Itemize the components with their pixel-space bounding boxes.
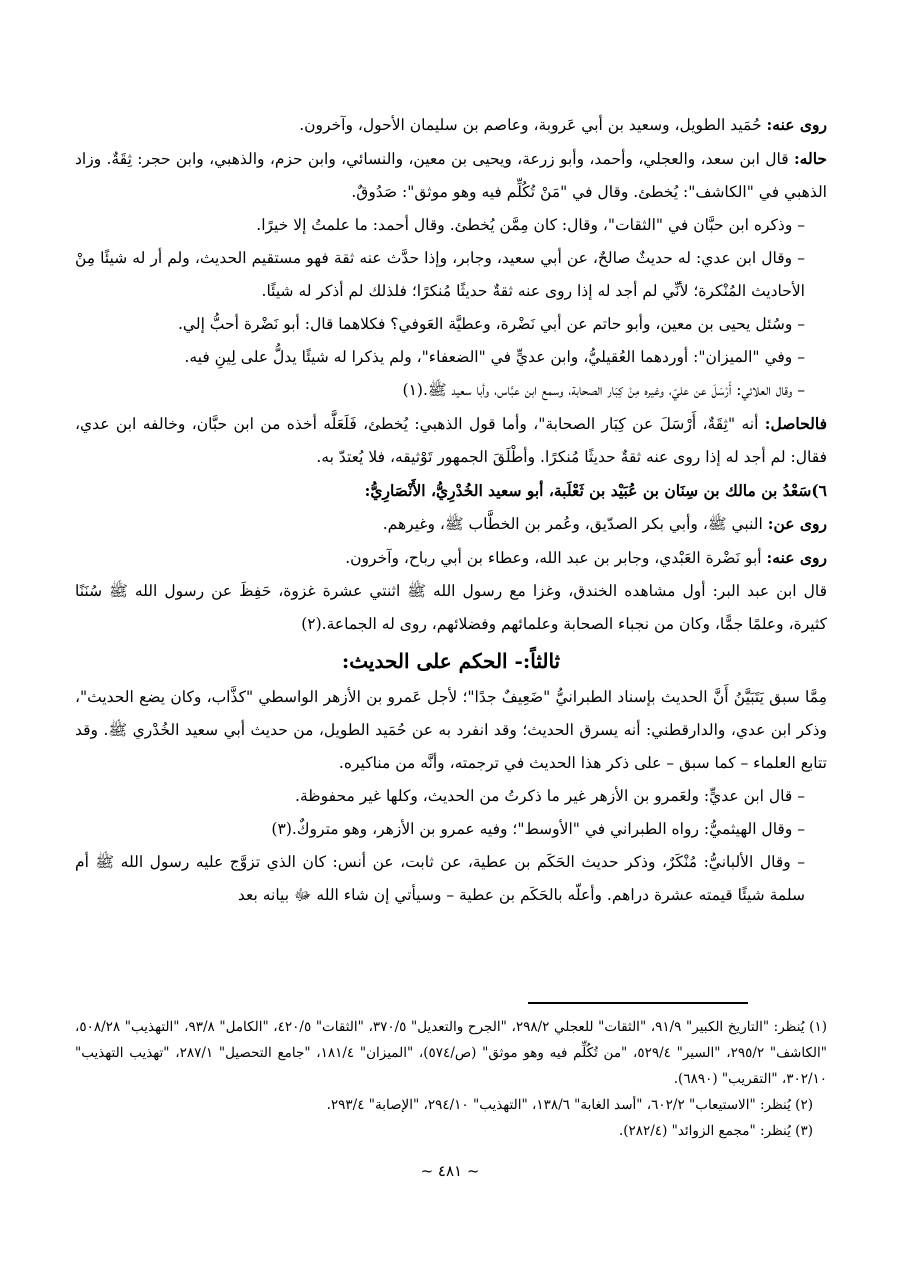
- section-heading: ثالثاً:- الحكم على الحديث:: [341, 649, 561, 673]
- footnote-3: (٣) يُنظر: "مجمع الزوائد" (٢٨٢/٤).: [618, 1123, 813, 1139]
- narrated-by-line: روى عنه: أبو نَضْرة العَبْدي، وجابر بن عبد الله، وعطاء بن أبي رباح، وآخرون.: [345, 548, 827, 567]
- haythami-line: – وقال الهيثميُّ: رواه الطبراني في "الأوسط"؛ وفيه عمرو بن الأزهر، وهو متروكٌ.(٣): [75, 813, 827, 846]
- page-body: [75, 108, 827, 912]
- footnote-separator: [528, 1002, 748, 1004]
- ibn-hibban-line: – وذكره ابن حبَّان في "الثقات"، وقال: كان مِمَّن يُخطئ. وقال أحمد: ما علمتُ إلا خيرًا.: [75, 209, 827, 242]
- footnotes: [75, 1014, 827, 1144]
- yahya-question-line: – وسُئل يحيى بن معين، وأبو حاتم عن أبي نَضْرة، وعطيَّة العَوفي؟ فكلاهما قال: أبو نَضْرة أحبُّ إلي.: [75, 308, 827, 341]
- narrators-from-line: روى عنه: حُمَيد الطويل، وسعيد بن أبي عَروبة، وعاصم بن سليمان الأحول، وآخرون.: [299, 115, 827, 134]
- albani-line: – وقال الألبانيُّ: مُنْكَرٌ، وذكر حديث الحَكَم بن عطية، عن ثابت، عن أنس: كان الذي تزوَّج عليه رسول الله ﷺ أم سلمة شيئًا قيمته عشرة دراهم. وأعلّه بالحَكَم بن عطية – وسيأتي إن شاء الله ﷻ بيانه بعد: [75, 846, 827, 912]
- mizan-line: – وفي "الميزان": أوردهما العُقيليُّ، وابن عديٍّ في "الضعفاء"، ولم يذكرا له شيئًا يدلُّ على لِينِ فيه.: [75, 341, 827, 374]
- label-haluhu: حاله:: [793, 149, 827, 168]
- narrator-heading: ٦)سَعْدُ بن مالك بن سِنَان بن عُبَيْد بن ثَعْلَبة، أبو سعيد الخُدْرِيُّ، الأَنْصَارِيُّ:: [364, 481, 827, 500]
- ibn-adi-ruling-line: – قال ابن عديٍّ: ولعَمرو بن الأزهر غير ما ذكرتُ من الحديث، وكلها غير محفوظة.: [75, 780, 827, 813]
- ruling-paragraph: مِمَّا سبق يَتَبَيَّنُ أَنَّ الحديث بإسناد الطبرانيُّ "ضَعِيفٌ جدًا"؛ لأجل عَمرو بن الأزهر الواسطي "كذَّاب، وكان يضع الحديث"، وذكر ابن عدي، والدارقطني: أنه يسرق الحديث؛ وقد انفرد به عن حُمَيد الطويل، من حديث أبي سعيد الخُدْري ﷺ. وقد تتابع العلماء – كما سبق – على ذكر هذا الحديث في ترجمته، وأنَّه من مناكيره.: [75, 688, 827, 772]
- label-rawa-anhu: روى عنه:: [766, 115, 827, 134]
- ibn-adi-line: – وقال ابن عدي: له حديثٌ صالحٌ، عن أبي سعيد، وجابر، وإذا حدَّث عنه ثقة فهو مستقيم الحديث، ولم أر له شيئًا مِنْ الأحاديث المُنْكرة؛ لأنِّي لم أجد له إذا روى عنه ثقةٌ حديثًا مُنكرًا؛ فلذلك لم أذكر له شيئًا.: [75, 242, 827, 308]
- alai-line: – وقال العلائي: أَرْسَلَ عن عليّ، وغيره مِنْ كِبَار الصحابة، وسمع ابن عبَّاس، وأبا سعيد ﷺ.(١): [75, 374, 827, 407]
- status-line: حاله: قال ابن سعد، والعجلي، وأحمد، وأبو زرعة، ويحيى بن معين، والنسائي، وابن حزم، والذهبي، وابن حجر: ثِقَةٌ. وزاد الذهبي في "الكاشف": يُخطئ. وقال في "مَنْ تُكُلِّم فيه وهو موثق": صَدُوقٌ.: [75, 149, 827, 201]
- conclusion-line: فالحاصل: أنه "ثِقَةٌ، أَرْسَلَ عن كِبَار الصحابة"، وأما قول الذهبي: يُخطئ، فَلَعَلَّه أخذه من ابن حبَّان، وخالفه ابن عدي، فقال: لم أجد له إذا روى عنه ثقةٌ حديثًا مُنكرًا. وأطْلَقَ الجمهور تَوْثيقه، فلا يُعتدّ به.: [75, 414, 827, 466]
- narrated-from-line: روى عن: النبي ﷺ، وأبي بكر الصدّيق، وعُمر بن الخطَّاب ﷺ، وغيرهم.: [382, 514, 827, 533]
- footnote-2: (٢) يُنظر: "الاستيعاب" ٦٠٢/٢، "أسد الغابة" ١٣٨/٦، "التهذيب" ٢٩٤/١٠، "الإصابة" ٢٩٣/٤.: [326, 1097, 813, 1113]
- ibn-abd-al-barr-paragraph: قال ابن عبد البر: أول مشاهده الخندق، وغزا مع رسول الله ﷺ اثنتي عشرة غزوة، حَفِظَ عن رسول الله ﷺ سُنَنًا كثيرة، وعلمًا جمًّا، وكان من نجباء الصحابة وعلمائهم وفضلائهم، روى له الجماعة.(٢): [75, 582, 827, 633]
- label-rawa-anhu-2: روى عنه:: [766, 548, 827, 567]
- footnote-1: (١) يُنظر: "التاريخ الكبير" ٩١/٩، "الثقات" للعجلي ٢٩٨/٢، "الجرح والتعديل" ٣٧٠/٥، "الثقات" ٤٢٠/٥، "الكامل" ٩٣/٨، "التهذيب" ٥٠٨/٢٨، "الكاشف" ٢٩٥/٢، "السير" ٥٢٩/٤، "من تُكُلِّم فيه وهو موثق" (ص/٥٧٤)، "الميزان" ١٨١/٤، "جامع التحصيل" ٢٨٧/١، "تهذيب التهذيب" ٣٠٢/١٠، "التقريب" (٦٨٩٠).: [75, 1019, 828, 1087]
- label-rawa-an: روى عن:: [767, 514, 827, 533]
- page-number: ~ ٤٨١ ~: [420, 1162, 480, 1180]
- label-hasil: فالحاصل:: [764, 414, 827, 433]
